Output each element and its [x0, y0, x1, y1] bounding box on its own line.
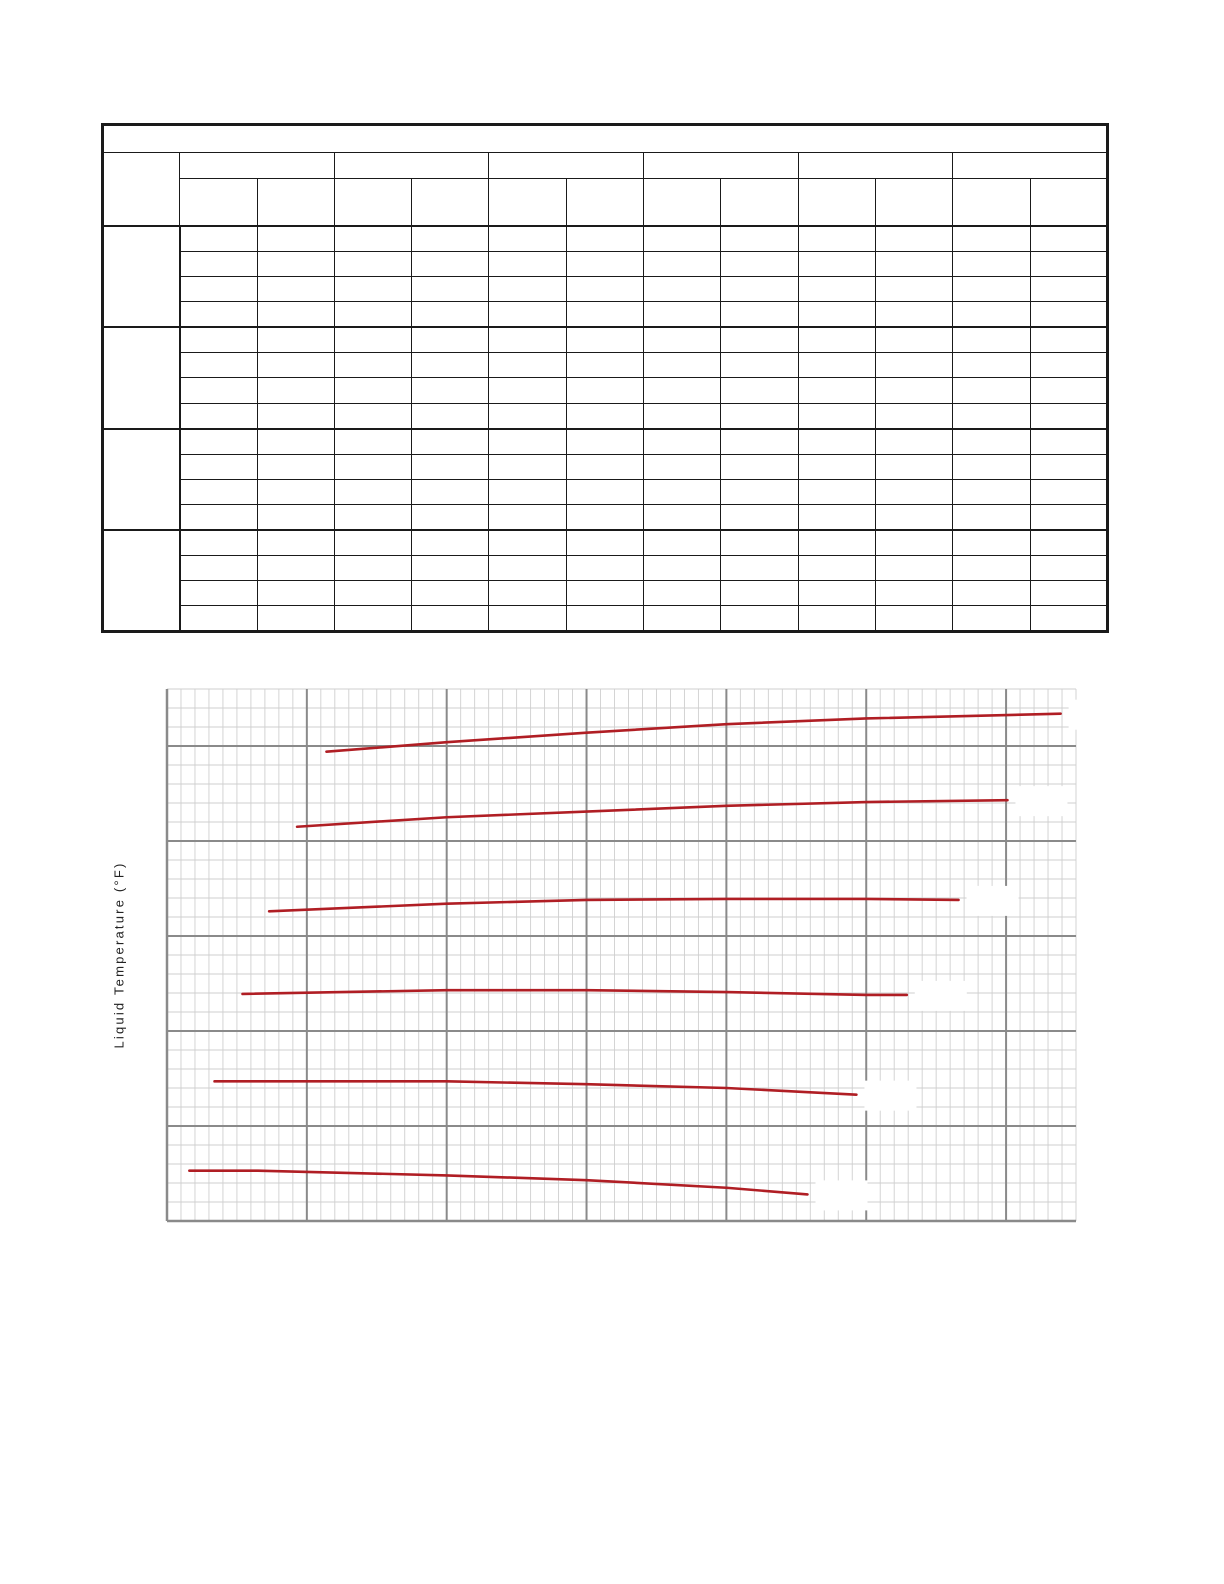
table-cell	[644, 353, 721, 378]
table-cell	[798, 327, 875, 353]
table-cell	[953, 378, 1030, 403]
table-cell	[489, 429, 566, 455]
table-cell	[875, 454, 952, 479]
row-group-label	[103, 327, 180, 428]
table-cell	[953, 302, 1030, 328]
column-subheader	[798, 179, 875, 227]
table-cell	[412, 504, 489, 530]
table-row	[103, 252, 1108, 277]
column-group-header	[953, 153, 1108, 179]
table-row	[103, 327, 1108, 353]
table-cell	[798, 252, 875, 277]
table-row	[103, 226, 1108, 252]
column-subheader	[721, 179, 798, 227]
table-cell	[257, 479, 334, 504]
table-cell	[412, 378, 489, 403]
table-row	[103, 479, 1108, 504]
table-cell	[644, 530, 721, 556]
table-cell	[644, 479, 721, 504]
table-cell	[798, 302, 875, 328]
table-cell	[721, 429, 798, 455]
table-cell	[644, 327, 721, 353]
table-row	[103, 353, 1108, 378]
table-cell	[1030, 580, 1107, 605]
table-cell	[180, 580, 257, 605]
table-cell	[721, 530, 798, 556]
series-lines	[189, 714, 1060, 1195]
table-cell	[489, 252, 566, 277]
table-row	[103, 277, 1108, 302]
table-cell	[953, 403, 1030, 429]
table-cell	[644, 226, 721, 252]
table-cell	[334, 226, 411, 252]
table-cell	[875, 226, 952, 252]
series-label-box	[815, 1180, 867, 1210]
series-label-boxes	[815, 700, 1120, 1211]
table-cell	[180, 226, 257, 252]
series-label-box	[967, 886, 1019, 916]
table-cell	[257, 378, 334, 403]
table-cell	[798, 530, 875, 556]
table-cell	[875, 605, 952, 631]
column-group-header	[489, 153, 644, 179]
table-cell	[334, 580, 411, 605]
table-cell	[953, 530, 1030, 556]
series-line-6	[189, 1171, 807, 1195]
table-cell	[489, 277, 566, 302]
table-cell	[644, 378, 721, 403]
table-cell	[721, 327, 798, 353]
table-cell	[798, 403, 875, 429]
column-group-header	[644, 153, 799, 179]
column-group-header	[180, 153, 335, 179]
table-cell	[1030, 252, 1107, 277]
table-cell	[1030, 605, 1107, 631]
table-cell	[953, 429, 1030, 455]
table-cell	[875, 580, 952, 605]
table-cell	[1030, 555, 1107, 580]
table-cell	[953, 252, 1030, 277]
column-group-header	[798, 153, 953, 179]
row-group-label	[103, 226, 180, 327]
table-cell	[875, 378, 952, 403]
table-cell	[257, 605, 334, 631]
table-cell	[412, 605, 489, 631]
table-cell	[489, 226, 566, 252]
table-cell	[721, 378, 798, 403]
table-cell	[875, 555, 952, 580]
table-cell	[566, 530, 643, 556]
table-cell	[644, 277, 721, 302]
table-cell	[875, 277, 952, 302]
table-cell	[798, 378, 875, 403]
series-line-1	[326, 714, 1060, 752]
table-cell	[1030, 327, 1107, 353]
table-cell	[1030, 277, 1107, 302]
table-cell	[1030, 504, 1107, 530]
y-axis-label: Liquid Temperature (°F)	[111, 861, 127, 1049]
table-cell	[180, 302, 257, 328]
table-cell	[257, 429, 334, 455]
table-cell	[566, 454, 643, 479]
column-subheader	[953, 179, 1030, 227]
table-cell	[1030, 454, 1107, 479]
table-cell	[1030, 403, 1107, 429]
column-subheader	[412, 179, 489, 227]
table-cell	[953, 504, 1030, 530]
table-cell	[721, 226, 798, 252]
table-row	[103, 454, 1108, 479]
table-cell	[412, 555, 489, 580]
table-row	[103, 302, 1108, 328]
table-cell	[257, 555, 334, 580]
series-label-box	[1015, 786, 1067, 816]
series-label-box	[864, 1081, 916, 1111]
table-cell	[257, 252, 334, 277]
table-cell	[1030, 378, 1107, 403]
table-cell	[180, 504, 257, 530]
table-cell	[180, 429, 257, 455]
table-cell	[953, 327, 1030, 353]
table-cell	[334, 252, 411, 277]
column-subheader	[257, 179, 334, 227]
table-cell	[644, 454, 721, 479]
table-cell	[953, 580, 1030, 605]
table-cell	[566, 378, 643, 403]
table-cell	[953, 353, 1030, 378]
table-cell	[412, 580, 489, 605]
table-cell	[644, 605, 721, 631]
table-title-cell	[103, 125, 1108, 153]
table-cell	[180, 454, 257, 479]
table-cell	[798, 580, 875, 605]
table-cell	[334, 327, 411, 353]
table-cell	[953, 226, 1030, 252]
table-cell	[334, 530, 411, 556]
table-cell	[721, 555, 798, 580]
table-cell	[180, 277, 257, 302]
series-label-box	[1069, 700, 1121, 730]
table-cell	[334, 454, 411, 479]
column-subheader	[334, 179, 411, 227]
table-cell	[644, 403, 721, 429]
column-subheader	[875, 179, 952, 227]
table-cell	[875, 252, 952, 277]
table-cell	[566, 277, 643, 302]
table-cell	[412, 277, 489, 302]
table-cell	[180, 378, 257, 403]
table-cell	[257, 302, 334, 328]
series-line-4	[243, 990, 907, 995]
table-cell	[412, 302, 489, 328]
series-line-5	[215, 1081, 857, 1094]
table-cell	[875, 403, 952, 429]
table-cell	[334, 429, 411, 455]
column-subheader	[644, 179, 721, 227]
table-cell	[953, 454, 1030, 479]
table-cell	[721, 504, 798, 530]
table-cell	[721, 277, 798, 302]
table-cell	[1030, 429, 1107, 455]
table-cell	[334, 555, 411, 580]
table-cell	[257, 353, 334, 378]
table-cell	[566, 252, 643, 277]
table-cell	[798, 454, 875, 479]
table-cell	[334, 479, 411, 504]
table-cell	[489, 555, 566, 580]
table-cell	[798, 504, 875, 530]
table-header-row	[103, 153, 1108, 179]
table-cell	[412, 403, 489, 429]
table-cell	[566, 504, 643, 530]
column-subheader	[489, 179, 566, 227]
table-cell	[334, 605, 411, 631]
table-cell	[489, 302, 566, 328]
table-cell	[412, 252, 489, 277]
table-cell	[798, 226, 875, 252]
table-cell	[875, 353, 952, 378]
table-cell	[1030, 226, 1107, 252]
table-cell	[257, 504, 334, 530]
table-cell	[489, 454, 566, 479]
table-cell	[334, 378, 411, 403]
table-cell	[489, 403, 566, 429]
table-row	[103, 378, 1108, 403]
table-cell	[489, 327, 566, 353]
table-cell	[566, 555, 643, 580]
table-cell	[953, 555, 1030, 580]
table-cell	[180, 252, 257, 277]
table-cell	[875, 479, 952, 504]
table-cell	[257, 226, 334, 252]
data-table	[101, 123, 1109, 633]
table-cell	[412, 327, 489, 353]
table-row	[103, 403, 1108, 429]
table-cell	[489, 378, 566, 403]
table-cell	[566, 327, 643, 353]
table-cell	[180, 403, 257, 429]
table-cell	[875, 429, 952, 455]
table-cell	[875, 302, 952, 328]
table-corner-cell	[103, 153, 180, 227]
table-title-row	[103, 125, 1108, 153]
table-row	[103, 530, 1108, 556]
table-cell	[489, 580, 566, 605]
table-cell	[257, 530, 334, 556]
table-row	[103, 429, 1108, 455]
table-row	[103, 504, 1108, 530]
table-cell	[257, 277, 334, 302]
column-subheader	[1030, 179, 1107, 227]
table-cell	[1030, 302, 1107, 328]
table-cell	[953, 277, 1030, 302]
column-subheader	[566, 179, 643, 227]
table-cell	[412, 479, 489, 504]
column-group-header	[334, 153, 489, 179]
table-cell	[334, 302, 411, 328]
minor-gridlines	[167, 689, 1076, 1221]
table-cell	[721, 252, 798, 277]
table-cell	[1030, 353, 1107, 378]
table-cell	[644, 504, 721, 530]
table-cell	[566, 302, 643, 328]
table-cell	[412, 454, 489, 479]
table-cell	[1030, 530, 1107, 556]
table-cell	[721, 302, 798, 328]
table-cell	[644, 429, 721, 455]
table-cell	[644, 302, 721, 328]
table-cell	[953, 479, 1030, 504]
table-cell	[721, 454, 798, 479]
table-cell	[566, 403, 643, 429]
table-cell	[257, 454, 334, 479]
table-cell	[489, 504, 566, 530]
table-cell	[1030, 479, 1107, 504]
table-cell	[334, 353, 411, 378]
table-cell	[566, 429, 643, 455]
table-cell	[798, 479, 875, 504]
table-cell	[798, 353, 875, 378]
table-cell	[566, 353, 643, 378]
table-cell	[566, 479, 643, 504]
column-subheader	[180, 179, 257, 227]
table-cell	[644, 580, 721, 605]
table-cell	[566, 226, 643, 252]
series-line-3	[269, 899, 958, 911]
table-cell	[721, 353, 798, 378]
table-cell	[180, 605, 257, 631]
table-cell	[721, 479, 798, 504]
table-cell	[875, 327, 952, 353]
table-cell	[875, 504, 952, 530]
table-cell	[798, 605, 875, 631]
table-cell	[721, 605, 798, 631]
table-cell	[180, 479, 257, 504]
table-cell	[489, 530, 566, 556]
series-label-box	[915, 981, 967, 1011]
table-subheader-row	[103, 179, 1108, 227]
table-cell	[180, 353, 257, 378]
major-gridlines	[167, 689, 1076, 1221]
table-cell	[334, 403, 411, 429]
series-line-2	[297, 800, 1007, 827]
table-cell	[644, 252, 721, 277]
table-cell	[257, 403, 334, 429]
table-cell	[489, 353, 566, 378]
table-cell	[412, 530, 489, 556]
table-cell	[180, 530, 257, 556]
row-group-label	[103, 530, 180, 632]
table-cell	[489, 605, 566, 631]
table-cell	[798, 429, 875, 455]
table-cell	[566, 580, 643, 605]
table-cell	[257, 327, 334, 353]
table-row	[103, 555, 1108, 580]
table-cell	[953, 605, 1030, 631]
table-cell	[798, 555, 875, 580]
table-cell	[721, 580, 798, 605]
table-cell	[412, 226, 489, 252]
table-row	[103, 605, 1108, 631]
row-group-label	[103, 429, 180, 530]
table-cell	[721, 403, 798, 429]
table-cell	[180, 555, 257, 580]
table-cell	[412, 353, 489, 378]
table-cell	[644, 555, 721, 580]
table-cell	[798, 277, 875, 302]
table-cell	[412, 429, 489, 455]
table-cell	[566, 605, 643, 631]
table-cell	[489, 479, 566, 504]
table-row	[103, 580, 1108, 605]
table-cell	[334, 504, 411, 530]
table-cell	[180, 327, 257, 353]
table-cell	[875, 530, 952, 556]
table-cell	[257, 580, 334, 605]
table-cell	[334, 277, 411, 302]
